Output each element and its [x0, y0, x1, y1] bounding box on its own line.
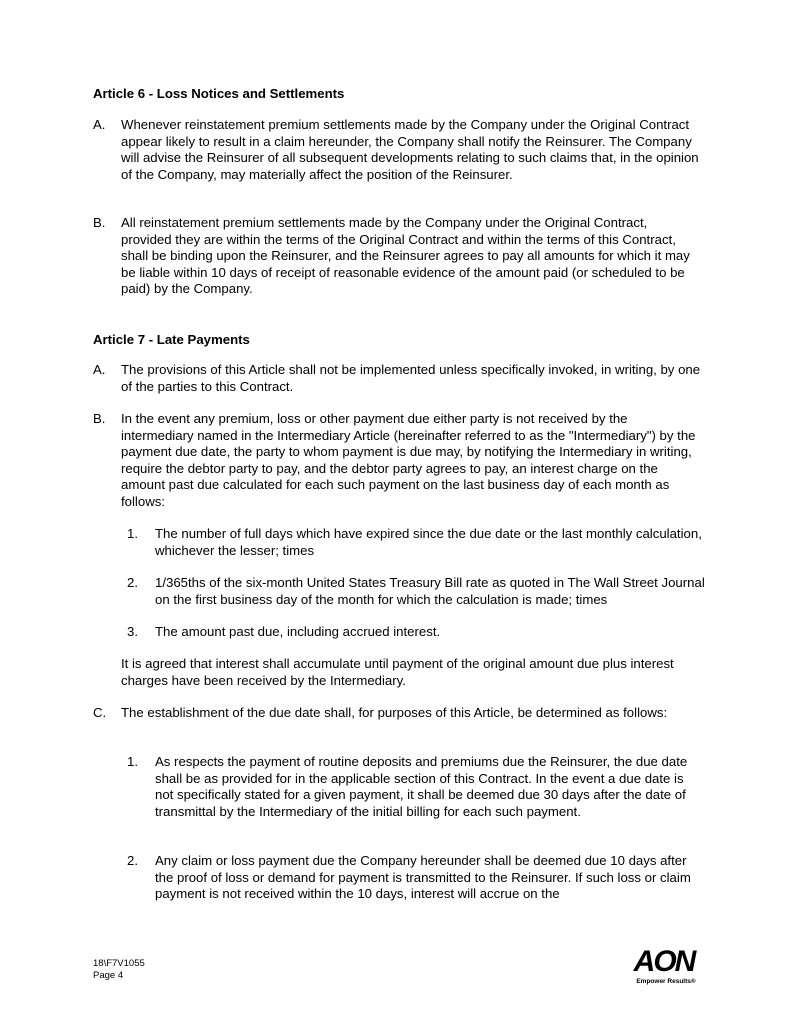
document-id: 18\F7V1055 — [93, 958, 145, 969]
article-6-heading: Article 6 - Loss Notices and Settlements — [93, 86, 345, 101]
paragraph-marker: A. — [93, 117, 106, 132]
article-7-b-closing: It is agreed that interest shall accumulate until payment of the original amount due plus interest charges have been received by the Intermediary. — [121, 656, 674, 688]
article-6-paragraph-b — [93, 215, 713, 299]
aon-logo-wordmark: AON — [633, 945, 695, 978]
paragraph-text: The provisions of this Article shall not be implemented unless specifically invoked, in writing, by one of the parties to this Contract. — [121, 362, 701, 394]
page-number: Page 4 — [93, 970, 124, 981]
paragraph-text: The establishment of the due date shall, for purposes of this Article, be determined as follows: — [121, 705, 668, 720]
list-item-text: The amount past due, including accrued interest. — [155, 624, 441, 639]
page-footer — [93, 958, 145, 982]
list-item — [127, 754, 712, 838]
list-item-text: The number of full days which have expired since the due date or the last monthly calculation, whichever the lesser; times — [155, 526, 702, 558]
article-7-paragraph-a — [93, 362, 713, 396]
paragraph-text: Whenever reinstatement premium settlements made by the Company under the Original Contract appear likely to result in a claim hereunder, the Company shall notify the Reinsurer. The Company will advise the Reinsurer of all subsequent developments relating to such claims that, in the opinion of the Company, may materially affect the position of the Reinsurer. — [121, 117, 699, 182]
aon-logo — [626, 944, 702, 986]
aon-logo-tagline: Empower Results® — [636, 978, 696, 985]
paragraph-text: In the event any premium, loss or other payment due either party is not received by the intermediary named in the Intermediary Article (hereinafter referred to as the "Intermediary") by the payment due date, the party to whom payment is due may, by notifying the Intermediary in writing, require the debtor party to pay, and the debtor party agrees to pay, an interest charge on the amount past due calculated for each such payment on the last business day of each month as follows: — [121, 411, 696, 509]
list-item — [127, 575, 712, 609]
aon-logo-mark — [626, 944, 702, 986]
list-item-number: 2. — [127, 575, 138, 590]
paragraph-text: All reinstatement premium settlements made by the Company under the Original Contract, provided they are within the terms of the Original Contract and within the terms of this Contract, shall be binding upon the Reinsurer, and the Reinsurer agrees to pay all amounts for which it may be liable within 10 days of receipt of reasonable evidence of the amount paid (or scheduled to be paid) by the Company. — [121, 215, 690, 296]
paragraph-marker: B. — [93, 215, 106, 230]
list-item-text: Any claim or loss payment due the Company hereunder shall be deemed due 10 days after the proof of loss or demand for payment is transmitted to the Reinsurer. If such loss or claim payment is not received within the 10 days, interest will accrue on the — [155, 853, 691, 901]
article-7-paragraph-b — [93, 411, 713, 511]
list-item — [127, 624, 712, 642]
article-7-heading: Article 7 - Late Payments — [93, 332, 250, 347]
list-item — [127, 526, 712, 560]
paragraph-marker: A. — [93, 362, 106, 377]
list-item — [127, 853, 712, 905]
list-item-text: As respects the payment of routine deposits and premiums due the Reinsurer, the due date shall be as provided for in the applicable section of this Contract. In the event a due date is not specifically stated for a given payment, it shall be deemed due 30 days after the date of transmittal by the Intermediary of the initial billing for each such payment. — [155, 754, 688, 819]
list-item-text: 1/365ths of the six-month United States Treasury Bill rate as quoted in The Wall Street Journal on the first business day of the month for which the calculation is made; times — [155, 575, 705, 607]
list-item-number: 1. — [127, 526, 138, 541]
list-item-number: 3. — [127, 624, 138, 639]
article-7-paragraph-c — [93, 705, 713, 739]
list-item-number: 1. — [127, 754, 138, 769]
article-6-paragraph-a — [93, 117, 713, 201]
list-item-number: 2. — [127, 853, 138, 868]
paragraph-marker: B. — [93, 411, 106, 426]
paragraph-marker: C. — [93, 705, 107, 720]
